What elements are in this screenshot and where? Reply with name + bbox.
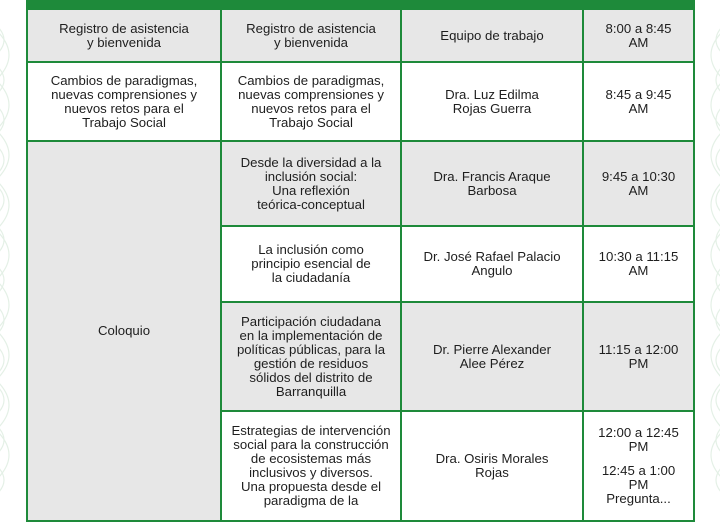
time-cell — [583, 302, 694, 411]
speaker-text: Equipo de trabajo — [440, 27, 544, 43]
table-header-row — [27, 0, 694, 9]
decorative-pattern-right — [694, 0, 720, 500]
speaker-cell — [401, 9, 583, 62]
header-cell — [583, 0, 694, 9]
time-cell — [583, 226, 694, 302]
topic-text: Cambios de paradigmas, nuevas comprensiones y nuevos retos para el Trabajo Social — [237, 72, 385, 130]
time-text: 8:45 a 9:45 AM — [605, 86, 672, 116]
speaker-text: Dra. Luz Edilma Rojas Guerra — [445, 86, 539, 116]
activity-text: Registro de asistencia y bienvenida — [59, 20, 189, 50]
topic-cell — [221, 141, 401, 226]
agenda-table — [26, 0, 695, 522]
topic-cell — [221, 9, 401, 62]
topic-cell — [221, 226, 401, 302]
speaker-cell — [401, 302, 583, 411]
time-cell — [583, 411, 694, 521]
speaker-cell — [401, 141, 583, 226]
header-cell — [401, 0, 583, 9]
speaker-cell — [401, 62, 583, 141]
header-cell — [221, 0, 401, 9]
time-text-extra: 12:45 a 1:00 PM — [601, 463, 676, 492]
time-text: 9:45 a 10:30 AM — [601, 168, 676, 198]
speaker-cell — [401, 226, 583, 302]
header-cell — [27, 0, 221, 9]
time-text: 11:15 a 12:00 PM — [598, 341, 679, 371]
topic-cell — [221, 62, 401, 141]
time-text: 8:00 a 8:45 AM — [605, 20, 672, 50]
speaker-text: Dr. José Rafael Palacio Angulo — [423, 249, 561, 278]
coloquio-cell — [27, 141, 221, 521]
speaker-text: Dra. Francis Araque Barbosa — [433, 168, 551, 198]
topic-text: Registro de asistencia y bienvenida — [246, 20, 376, 50]
time-cell — [583, 141, 694, 226]
speaker-text: Dra. Osiris Morales Rojas — [435, 451, 549, 480]
coloquio-label: Coloquio — [97, 323, 151, 338]
speaker-text: Dr. Pierre Alexander Alee Pérez — [432, 341, 551, 371]
topic-text: Desde la diversidad a la inclusión social: Una reflexión teórica-conceptual — [240, 154, 382, 212]
topic-text: Estrategias de intervención social para la construcción de ecosistemas más inclusivos y diversos. Una propuesta desde el paradigma de la — [231, 423, 391, 508]
time-text: 10:30 a 11:15 AM — [598, 249, 679, 278]
activity-cell — [27, 9, 221, 62]
topic-cell — [221, 411, 401, 521]
topic-text: La inclusión como principio esencial de la ciudadanía — [251, 242, 371, 285]
time-cell — [583, 9, 694, 62]
time-cell — [583, 62, 694, 141]
activity-text: Cambios de paradigmas, nuevas comprensiones y nuevos retos para el Trabajo Social — [50, 72, 198, 130]
table-row — [27, 62, 694, 141]
topic-cell — [221, 302, 401, 411]
activity-cell — [27, 62, 221, 141]
topic-text: Participación ciudadana en la implementación de políticas públicas, para la gestión de residuos sólidos del distrito de Barranquilla — [236, 313, 386, 399]
time-text: 12:00 a 12:45 PM — [598, 425, 679, 454]
time-text-cut: Pregunta... — [606, 491, 671, 506]
table-row — [27, 141, 694, 226]
speaker-cell — [401, 411, 583, 521]
table-row — [27, 9, 694, 62]
decorative-pattern-left — [0, 0, 26, 500]
